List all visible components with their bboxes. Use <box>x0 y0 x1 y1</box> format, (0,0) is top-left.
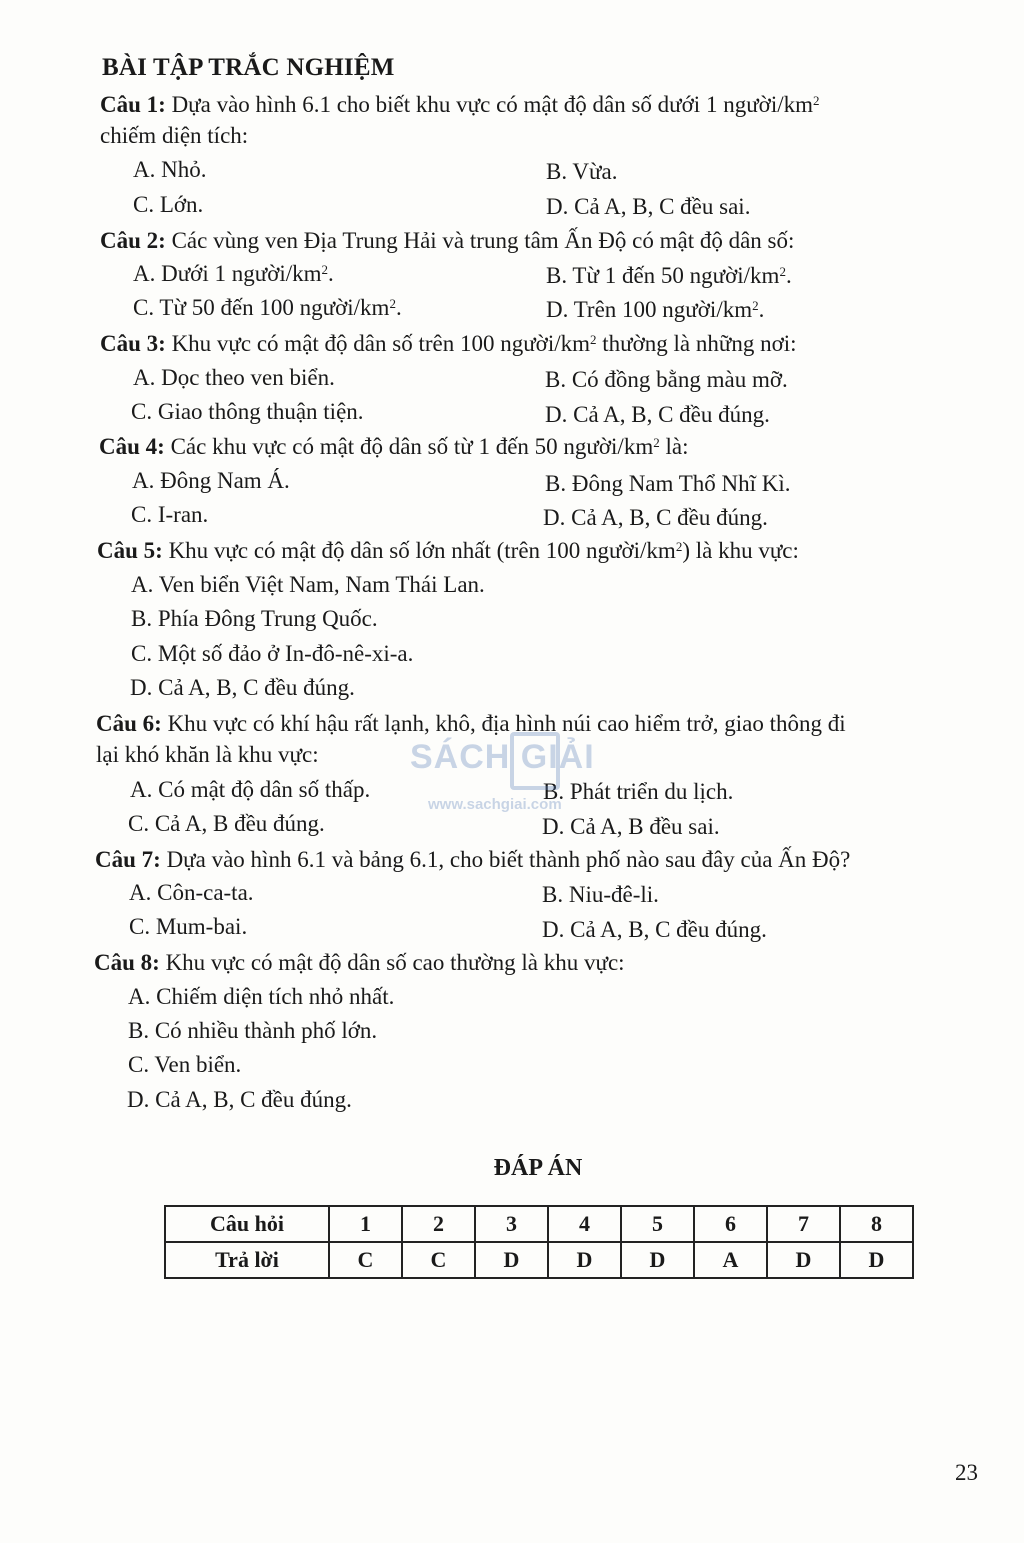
question-7-option-c: C. Mum-bai. <box>129 914 248 939</box>
question-2-option-d <box>546 295 764 325</box>
question-4-option-a: A. Đông Nam Á. <box>132 468 290 493</box>
question-1-option-b: B. Vừa. <box>546 159 618 184</box>
question-5-text: Khu vực có mật độ dân số lớn nhất (trên 100 người/km <box>162 538 676 563</box>
question-5-option-d: D. Cả A, B, C đều đúng. <box>130 675 355 700</box>
answers-title: ĐÁP ÁN <box>493 1155 583 1181</box>
question-5-line-1 <box>97 536 799 566</box>
question-1-option-d: D. Cả A, B, C đều sai. <box>546 194 751 219</box>
superscript: 2 <box>675 539 683 554</box>
watermark <box>410 738 620 818</box>
table-header-cell: Trả lời <box>165 1242 329 1278</box>
option-text: A. Dưới 1 người/km <box>133 261 322 286</box>
question-7-label: Câu 7: <box>95 847 161 872</box>
question-2-label: Câu 2: <box>100 228 166 253</box>
question-4-text: Các khu vực có mật độ dân số từ 1 đến 50 người/km <box>164 434 654 459</box>
answer-cell: C <box>329 1242 402 1278</box>
question-3-text-end: thường là những nơi: <box>596 331 797 356</box>
question-1-line-1 <box>100 90 820 120</box>
question-5-option-c: C. Một số đảo ở In-đô-nê-xi-a. <box>131 641 414 666</box>
question-1-line-2: chiếm diện tích: <box>100 123 249 148</box>
question-8-line-1 <box>94 948 625 978</box>
question-3-option-d: D. Cả A, B, C đều đúng. <box>545 402 770 427</box>
superscript: 2 <box>590 332 597 347</box>
question-number-cell: 3 <box>475 1206 548 1242</box>
question-7-option-b: B. Niu-đê-li. <box>542 882 659 907</box>
question-7-option-a: A. Côn-ca-ta. <box>129 880 254 905</box>
question-3-text: Khu vực có mật độ dân số trên 100 người/km <box>165 331 591 356</box>
question-5-label: Câu 5: <box>97 538 163 563</box>
answer-cell: D <box>475 1242 548 1278</box>
superscript: 2 <box>779 264 786 279</box>
question-6-line-1 <box>96 709 846 739</box>
question-8-option-a: A. Chiếm diện tích nhỏ nhất. <box>128 984 395 1009</box>
answer-cell: D <box>767 1242 840 1278</box>
question-1-label: Câu 1: <box>100 92 166 117</box>
question-2-option-b <box>546 261 792 291</box>
page-heading: BÀI TẬP TRẮC NGHIỆM <box>102 54 395 81</box>
option-text: D. Trên 100 người/km <box>546 297 753 322</box>
answer-cell: A <box>694 1242 767 1278</box>
superscript: 2 <box>653 435 660 450</box>
question-8-text: Khu vực có mật độ dân số cao thường là khu vực: <box>159 950 625 975</box>
option-end: . <box>758 297 765 322</box>
superscript: 2 <box>321 262 329 277</box>
question-3-label: Câu 3: <box>100 331 166 356</box>
question-6-option-a: A. Có mật độ dân số thấp. <box>130 777 371 802</box>
table-header-cell: Câu hỏi <box>165 1206 329 1242</box>
option-end: . <box>785 263 792 288</box>
question-3-line-1 <box>100 329 797 359</box>
question-7-text: Dựa vào hình 6.1 và bảng 6.1, cho biết thành phố nào sau đây của Ấn Độ? <box>160 847 851 872</box>
superscript: 2 <box>389 296 396 311</box>
answer-table <box>164 1205 914 1279</box>
question-8-option-b: B. Có nhiều thành phố lớn. <box>128 1018 378 1043</box>
question-number-cell: 1 <box>329 1206 402 1242</box>
answer-cell: C <box>402 1242 475 1278</box>
option-end: . <box>328 261 334 286</box>
question-4-option-b: B. Đông Nam Thổ Nhĩ Kì. <box>545 471 791 496</box>
question-number-cell: 5 <box>621 1206 694 1242</box>
question-4-label: Câu 4: <box>99 434 165 459</box>
question-4-line-1 <box>99 432 688 462</box>
question-4-option-c: C. I-ran. <box>131 502 209 527</box>
question-4-text-end: là: <box>659 434 689 459</box>
question-2-option-a <box>133 259 334 289</box>
question-number-cell: 8 <box>840 1206 913 1242</box>
answer-cell: D <box>840 1242 913 1278</box>
table-row <box>165 1206 913 1242</box>
question-2-option-c <box>133 293 402 323</box>
question-2-text: Các vùng ven Địa Trung Hải và trung tâm Ấn Độ có mật độ dân số: <box>165 228 795 253</box>
watermark-url: www.sachgiai.com <box>428 796 562 813</box>
watermark-brand: SÁCH GIẢI <box>410 738 595 776</box>
question-8-option-c: C. Ven biển. <box>128 1052 242 1077</box>
question-3-option-c: C. Giao thông thuận tiện. <box>131 399 364 424</box>
question-6-label: Câu 6: <box>96 711 162 736</box>
question-7-line-1 <box>95 845 850 875</box>
question-6-text: Khu vực có khí hậu rất lạnh, khô, địa hình núi cao hiểm trở, giao thông đi <box>161 711 846 736</box>
question-number-cell: 6 <box>694 1206 767 1242</box>
question-7-option-d: D. Cả A, B, C đều đúng. <box>542 917 767 942</box>
question-1-option-a: A. Nhỏ. <box>133 157 207 182</box>
question-5-text-end: ) là khu vực: <box>682 538 799 563</box>
question-8-option-d: D. Cả A, B, C đều đúng. <box>127 1087 352 1112</box>
question-6-option-c: C. Cả A, B đều đúng. <box>128 811 325 836</box>
question-6-option-b: B. Phát triển du lịch. <box>543 779 734 804</box>
question-4-option-d: D. Cả A, B, C đều đúng. <box>543 505 768 530</box>
question-6-option-d: D. Cả A, B đều sai. <box>542 814 720 839</box>
option-text: B. Từ 1 đến 50 người/km <box>546 263 780 288</box>
question-2-line-1 <box>100 226 794 256</box>
question-5-option-a: A. Ven biển Việt Nam, Nam Thái Lan. <box>131 572 485 597</box>
question-1-text: Dựa vào hình 6.1 cho biết khu vực có mật độ dân số dưới 1 người/km <box>165 92 813 117</box>
question-number-cell: 7 <box>767 1206 840 1242</box>
question-6-line-2: lại khó khăn là khu vực: <box>96 742 319 767</box>
page-number: 23 <box>955 1460 978 1485</box>
superscript: 2 <box>752 298 759 313</box>
option-text: C. Từ 50 đến 100 người/km <box>133 295 390 320</box>
question-8-label: Câu 8: <box>94 950 160 975</box>
table-row <box>165 1242 913 1278</box>
question-5-option-b: B. Phía Đông Trung Quốc. <box>131 606 378 631</box>
question-3-option-a: A. Dọc theo ven biển. <box>133 365 335 390</box>
option-end: . <box>395 295 402 320</box>
question-number-cell: 4 <box>548 1206 621 1242</box>
question-3-option-b: B. Có đồng bằng màu mỡ. <box>545 367 788 392</box>
question-number-cell: 2 <box>402 1206 475 1242</box>
superscript: 2 <box>813 93 820 108</box>
answer-cell: D <box>548 1242 621 1278</box>
answer-cell: D <box>621 1242 694 1278</box>
question-1-option-c: C. Lớn. <box>133 192 204 217</box>
